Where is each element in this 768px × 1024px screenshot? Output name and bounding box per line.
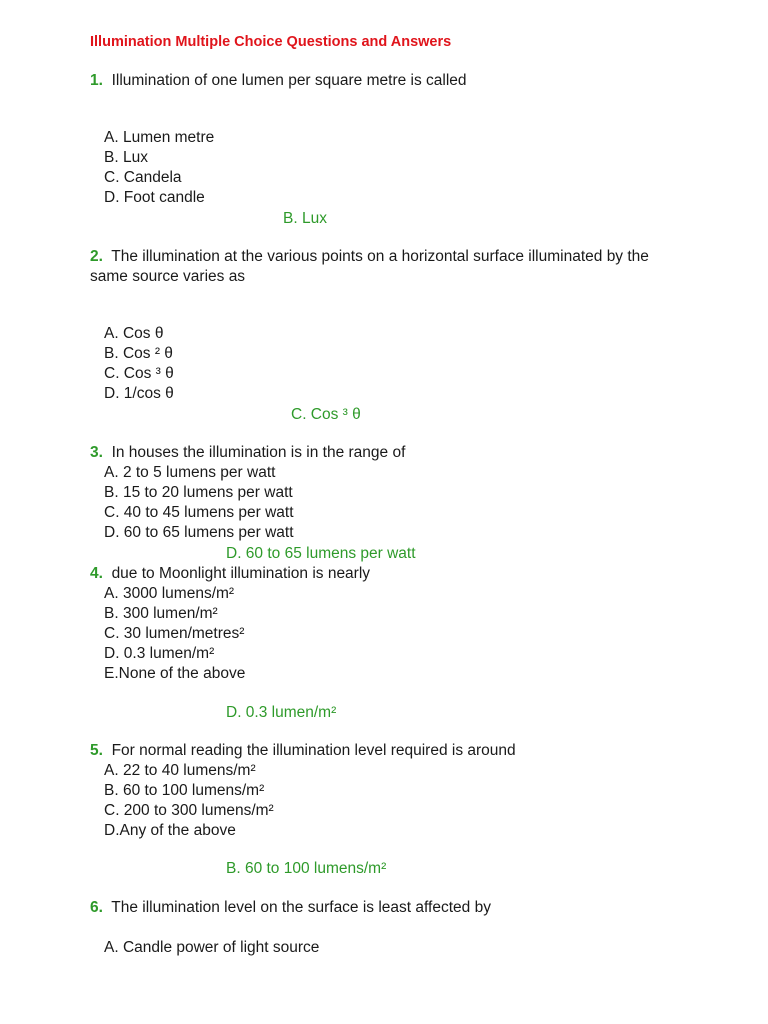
- option: A. Candle power of light source: [104, 939, 320, 956]
- option: D.Any of the above: [104, 822, 236, 839]
- option: D. 0.3 lumen/m²: [104, 645, 215, 662]
- option: B. 15 to 20 lumens per watt: [104, 484, 293, 501]
- question-text: The illumination at the various points on a horizontal surface illuminated by the same source varies as: [90, 248, 649, 285]
- option: B. 300 lumen/m²: [104, 605, 218, 622]
- option: B. 60 to 100 lumens/m²: [104, 782, 265, 799]
- option: B. Lux: [104, 149, 148, 166]
- option: B. Cos ² θ: [104, 345, 173, 362]
- option: C. 30 lumen/metres²: [104, 625, 245, 642]
- answer: C. Cos ³ θ: [291, 406, 361, 423]
- question-number: 3.: [90, 444, 103, 461]
- question-1: [90, 71, 690, 91]
- page-title: Illumination Multiple Choice Questions and Answers: [90, 34, 452, 50]
- question-text: Illumination of one lumen per square metre is called: [111, 72, 467, 89]
- question-text: The illumination level on the surface is least affected by: [111, 899, 491, 916]
- question-5: [90, 741, 690, 761]
- question-number: 1.: [90, 72, 103, 89]
- option: D. 60 to 65 lumens per watt: [104, 524, 294, 541]
- answer: D. 0.3 lumen/m²: [226, 704, 337, 721]
- question-3: [90, 443, 690, 463]
- option: C. Cos ³ θ: [104, 365, 174, 382]
- question-6: [90, 898, 690, 918]
- option: D. Foot candle: [104, 189, 205, 206]
- option: A. 2 to 5 lumens per watt: [104, 464, 276, 481]
- option: C. 200 to 300 lumens/m²: [104, 802, 274, 819]
- option: C. Candela: [104, 169, 182, 186]
- option: E.None of the above: [104, 665, 246, 682]
- option: A. 3000 lumens/m²: [104, 585, 235, 602]
- answer: B. 60 to 100 lumens/m²: [226, 860, 387, 877]
- option: A. Cos θ: [104, 325, 164, 342]
- question-text: For normal reading the illumination level required is around: [111, 742, 516, 759]
- question-number: 2.: [90, 248, 103, 265]
- question-number: 5.: [90, 742, 103, 759]
- question-text: In houses the illumination is in the range of: [111, 444, 406, 461]
- option: D. 1/cos θ: [104, 385, 174, 402]
- question-number: 6.: [90, 899, 103, 916]
- question-4: [90, 564, 690, 584]
- question-text: due to Moonlight illumination is nearly: [111, 565, 371, 582]
- question-2: [90, 247, 690, 287]
- answer: B. Lux: [283, 210, 327, 227]
- answer: D. 60 to 65 lumens per watt: [226, 545, 416, 562]
- question-number: 4.: [90, 565, 103, 582]
- option: C. 40 to 45 lumens per watt: [104, 504, 294, 521]
- option: A. 22 to 40 lumens/m²: [104, 762, 256, 779]
- option: A. Lumen metre: [104, 129, 215, 146]
